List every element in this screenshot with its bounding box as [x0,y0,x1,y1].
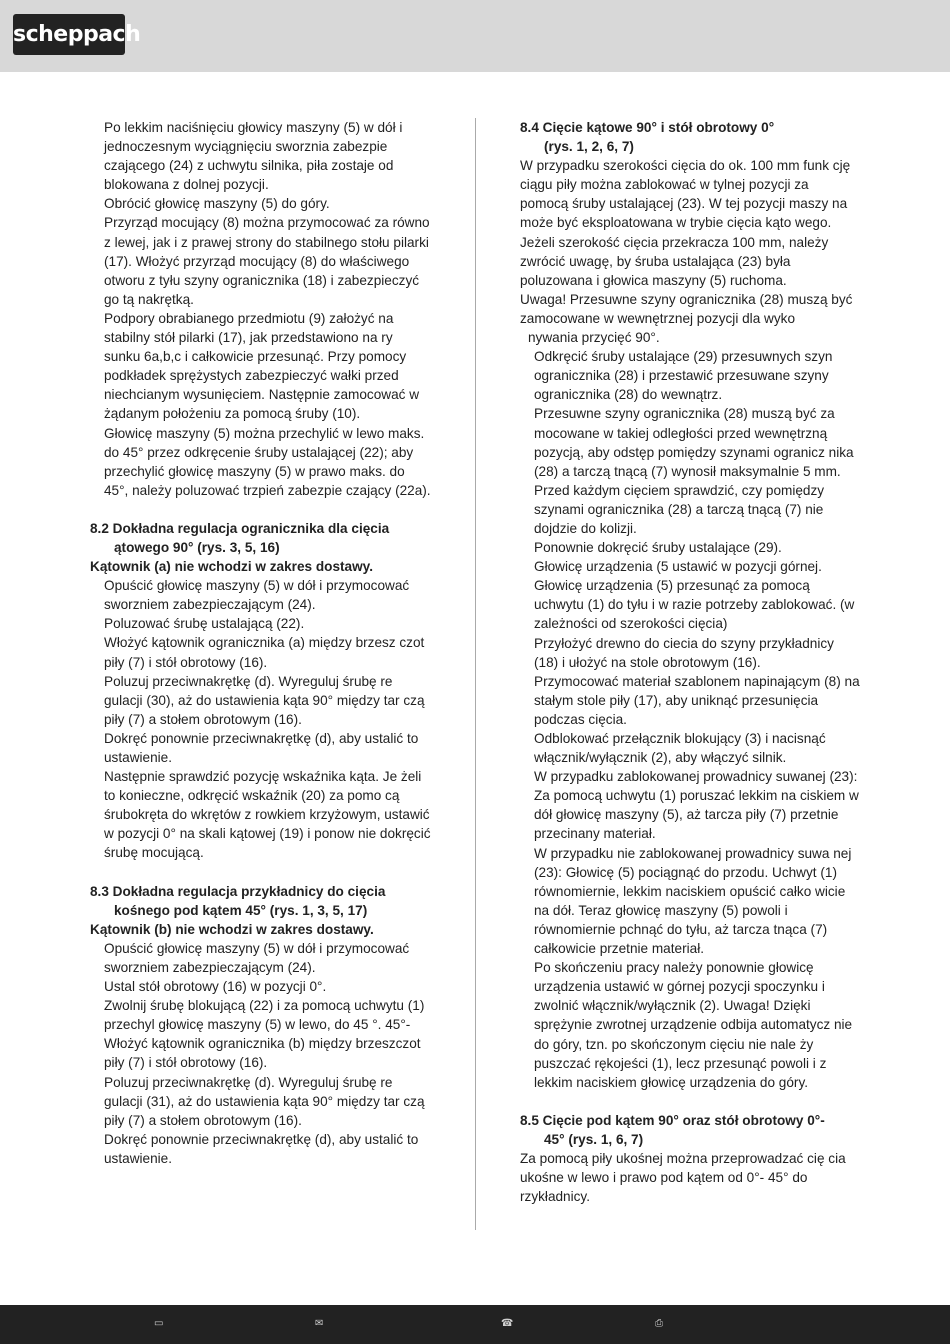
section-8-5-heading: 8.5 Cięcie pod kątem 90° oraz stół obrotowy 0°- [520,1112,825,1128]
list-item: Przed każdym cięciem sprawdzić, czy pomiędzy szynami ogranicznika (28) a tarczą tnącą (7) nie dojdzie do kolizji. [534,482,825,536]
list-item: Ustal stół obrotowy (16) w pozycji 0°. [104,979,327,995]
list-item: Głowicę urządzenia (5) przesunąć za pomocą uchwytu (1) do tyłu i w razie potrzeby zablokować. (w zależności od szerokości cięcia) [534,578,855,632]
intro-paragraph: Podpory obrabianego przedmiotu (9) założyć na stabilny stół pilarki (17), jak przedstawiono na ry sunku 6a,b,c i całkowicie przesunąć. Przy pomocy podkładek sprężystych zabezpieczyć wałki przed niechcianym wysunięciem. Następnie zamocować w żądanym położeniu za pomocą śruby (10). [104,310,420,422]
body-paragraph: W przypadku szerokości cięcia do ok. 100 mm funk cję ciągu piły można zablokować w tylnej pozycji za pomocą śruby ustalającej (23). W tej pozycji maszy na może być eksploatowana w trybie cięcia kąto wego. Jeżeli szerokość cięcia przekracza 100 mm, należy zwrócić uwagę, by śruba ustalająca (23) była poluzowana i głowica maszyny (5) ruchoma. [520,158,851,288]
mail-icon: ✉ [315,1318,324,1329]
section-8-3-heading: 8.3 Dokładna regulacja przykładnicy do cięcia [90,883,386,899]
computer-icon: ▭ [154,1318,164,1329]
list-item: Głowicę urządzenia (5 ustawić w pozycji górnej. [534,559,822,575]
list-item: Ponownie dokręcić śruby ustalające (29). [534,540,782,556]
phone-icon: ☎ [501,1318,514,1329]
section-8-2-heading-cont: ątowego 90° (rys. 3, 5, 16) [114,539,280,555]
list-item: Następnie sprawdzić pozycję wskaźnika kąta. Je żeli to konieczne, odkręcić wskaźnik (20) za pomo cą śrubokręta do wkrętów z rowkiem krzyżowym, ustawić w pozycji 0° na skali kątowej (19) i ponow nie dokręcić śrubę mocującą. [104,769,431,861]
list-item: W przypadku zablokowanej prowadnicy suwanej (23): Za pomocą uchwytu (1) poruszać lekkim na ciskiem w dół głowicę maszyny (5), aż tarcza piły (7) przetnie przecinany materiał. [534,769,859,842]
section-8-4-heading-cont: (rys. 1, 2, 6, 7) [544,139,634,155]
scheppach-logo: scheppach [13,14,125,55]
intro-paragraph: Po lekkim naciśnięciu głowicy maszyny (5) w dół i jednoczesnym wyciągnięciu sworznia zabezpie czającego (24) z uchwytu silnika, piła zostaje od blokowana z dolnej pozycji. [104,120,403,193]
intro-paragraph: Głowicę maszyny (5) można przechylić w lewo maks. do 45° przez odkręcenie śruby ustalającej (22); aby przechylić głowicę maszyny (5) w prawo maks. do 45°, należy poluzować trzpień zabezpie czający (22a). [104,425,431,498]
section-8-5-heading-cont: 45° (rys. 1, 6, 7) [544,1131,644,1147]
right-column [520,118,860,1206]
left-column [90,118,431,1168]
list-item: Poluzuj przeciwnakrętkę (d). Wyreguluj śrubę re gulacji (31), aż do ustawienia kąta 90° między tar czą piły (7) a stołem obrotowym (16). [104,1074,425,1128]
list-item: Przesuwne szyny ogranicznika (28) muszą być za mocowane w takiej odległości przed wewnętrzną pozycją, aby odstęp pomiędzy szynami ogranicz nika (28) a tarczą tnącą (7) wynosił maksymalnie 5 mm. [534,406,854,479]
body-paragraph: Uwaga! Przesuwne szyny ogranicznika (28) muszą być zamocowane w wewnętrznej pozycji dla wyko [520,291,853,326]
body-paragraph: Za pomocą piły ukośnej można przeprowadzać cię cia ukośne w lewo i prawo pod kątem od 0°- 45° do rzykładnicy. [520,1150,846,1205]
section-8-3-subheading: Kątownik (b) nie wchodzi w zakres dostawy. [90,921,374,937]
list-item: Przyłożyć drewno do ciecia do szyny przykładnicy (18) i ułożyć na stole obrotowym (16). [534,635,834,670]
list-item: Dokręć ponownie przeciwnakrętkę (d), aby ustalić to ustawienie. [104,1131,419,1166]
intro-paragraph: Przyrząd mocujący (8) można przymocować za równo z lewej, jak i z prawej strony do stabilnego stołu pilarki (17). Włożyć przyrząd mocujący (8) do właściwego otworu z tyłu szyny ogranicznika (18) i zabezpieczyć go tą nakrętką. [104,215,430,307]
list-item: Po skończeniu pracy należy ponownie głowicę urządzenia ustawić w górnej pozycji spoczynku i zwolnić włącznik/wyłącznik (2). Uwaga! Dzięki sprężynie zwrotnej urządzenie odbija automatycz nie do góry, tzn. po skończonym cięciu nie nale ży puszczać rękojeści (1), lecz przesunąć powoli i z lekkim naciskiem głowicę urządzenia do góry. [534,960,853,1090]
section-8-3-heading-cont: kośnego pod kątem 45° (rys. 1, 3, 5, 17) [114,902,368,918]
page-footer [0,1305,950,1344]
column-divider [475,118,476,1230]
list-item: Włożyć kątownik ogranicznika (a) między brzesz czot piły (7) i stół obrotowy (16). [104,635,425,670]
intro-paragraph: Obrócić głowicę maszyny (5) do góry. [104,196,330,212]
section-8-2-heading: 8.2 Dokładna regulacja ogranicznika dla cięcia [90,520,390,536]
section-8-2-subheading: Kątownik (a) nie wchodzi w zakres dostawy. [90,559,374,575]
fax-icon: ⎙ [655,1318,663,1329]
list-item: Opuścić głowicę maszyny (5) w dół i przymocować sworzniem zabezpieczającym (24). [104,578,410,613]
list-item: Odkręcić śruby ustalające (29) przesuwnych szyn ogranicznika (28) i przestawić przesuwane szyny ogranicznika (28) do wewnątrz. [534,349,833,403]
list-item: Poluzuj przeciwnakrętkę (d). Wyreguluj śrubę re gulacji (30), aż do ustawienia kąta 90° między tar czą piły (7) a stołem obrotowym (16). [104,673,425,727]
list-item: Poluzować śrubę ustalającą (22). [104,616,305,632]
list-item: Opuścić głowicę maszyny (5) w dół i przymocować sworzniem zabezpieczającym (24). [104,940,410,975]
page-header [0,0,950,72]
list-item: Odblokować przełącznik blokujący (3) i nacisnąć włącznik/wyłącznik (2), aby włączyć silnik. [534,731,826,766]
section-8-4-heading: 8.4 Cięcie kątowe 90° i stół obrotowy 0° [520,120,775,135]
list-item: W przypadku nie zablokowanej prowadnicy suwa nej (23): Głowicę (5) pociągnąć do przodu. Uchwyt (1) równomiernie, lekkim naciskiem opuścić całko wicie na dół. Teraz głowicę maszyny (5) powoli i równomiernie pchnąć do tyłu, aż tarcza tnąca (7) całkowicie przetnie materiał. [534,845,852,957]
list-item: Dokręć ponownie przeciwnakrętkę (d), aby ustalić to ustawienie. [104,730,419,765]
body-paragraph: nywania przycięć 90°. [528,330,660,346]
list-item: Przymocować materiał szablonem napinającym (8) na stałym stole piły (17), aby uniknąć przesunięcia podczas cięcia. [534,673,860,727]
list-item: Zwolnij śrubę blokującą (22) i za pomocą uchwytu (1) przechyl głowicę maszyny (5) w lewo, do 45 °. 45°-Włożyć kątownik ogranicznika (b) między brzeszczot piły (7) i stół obrotowy (16). [104,998,425,1071]
